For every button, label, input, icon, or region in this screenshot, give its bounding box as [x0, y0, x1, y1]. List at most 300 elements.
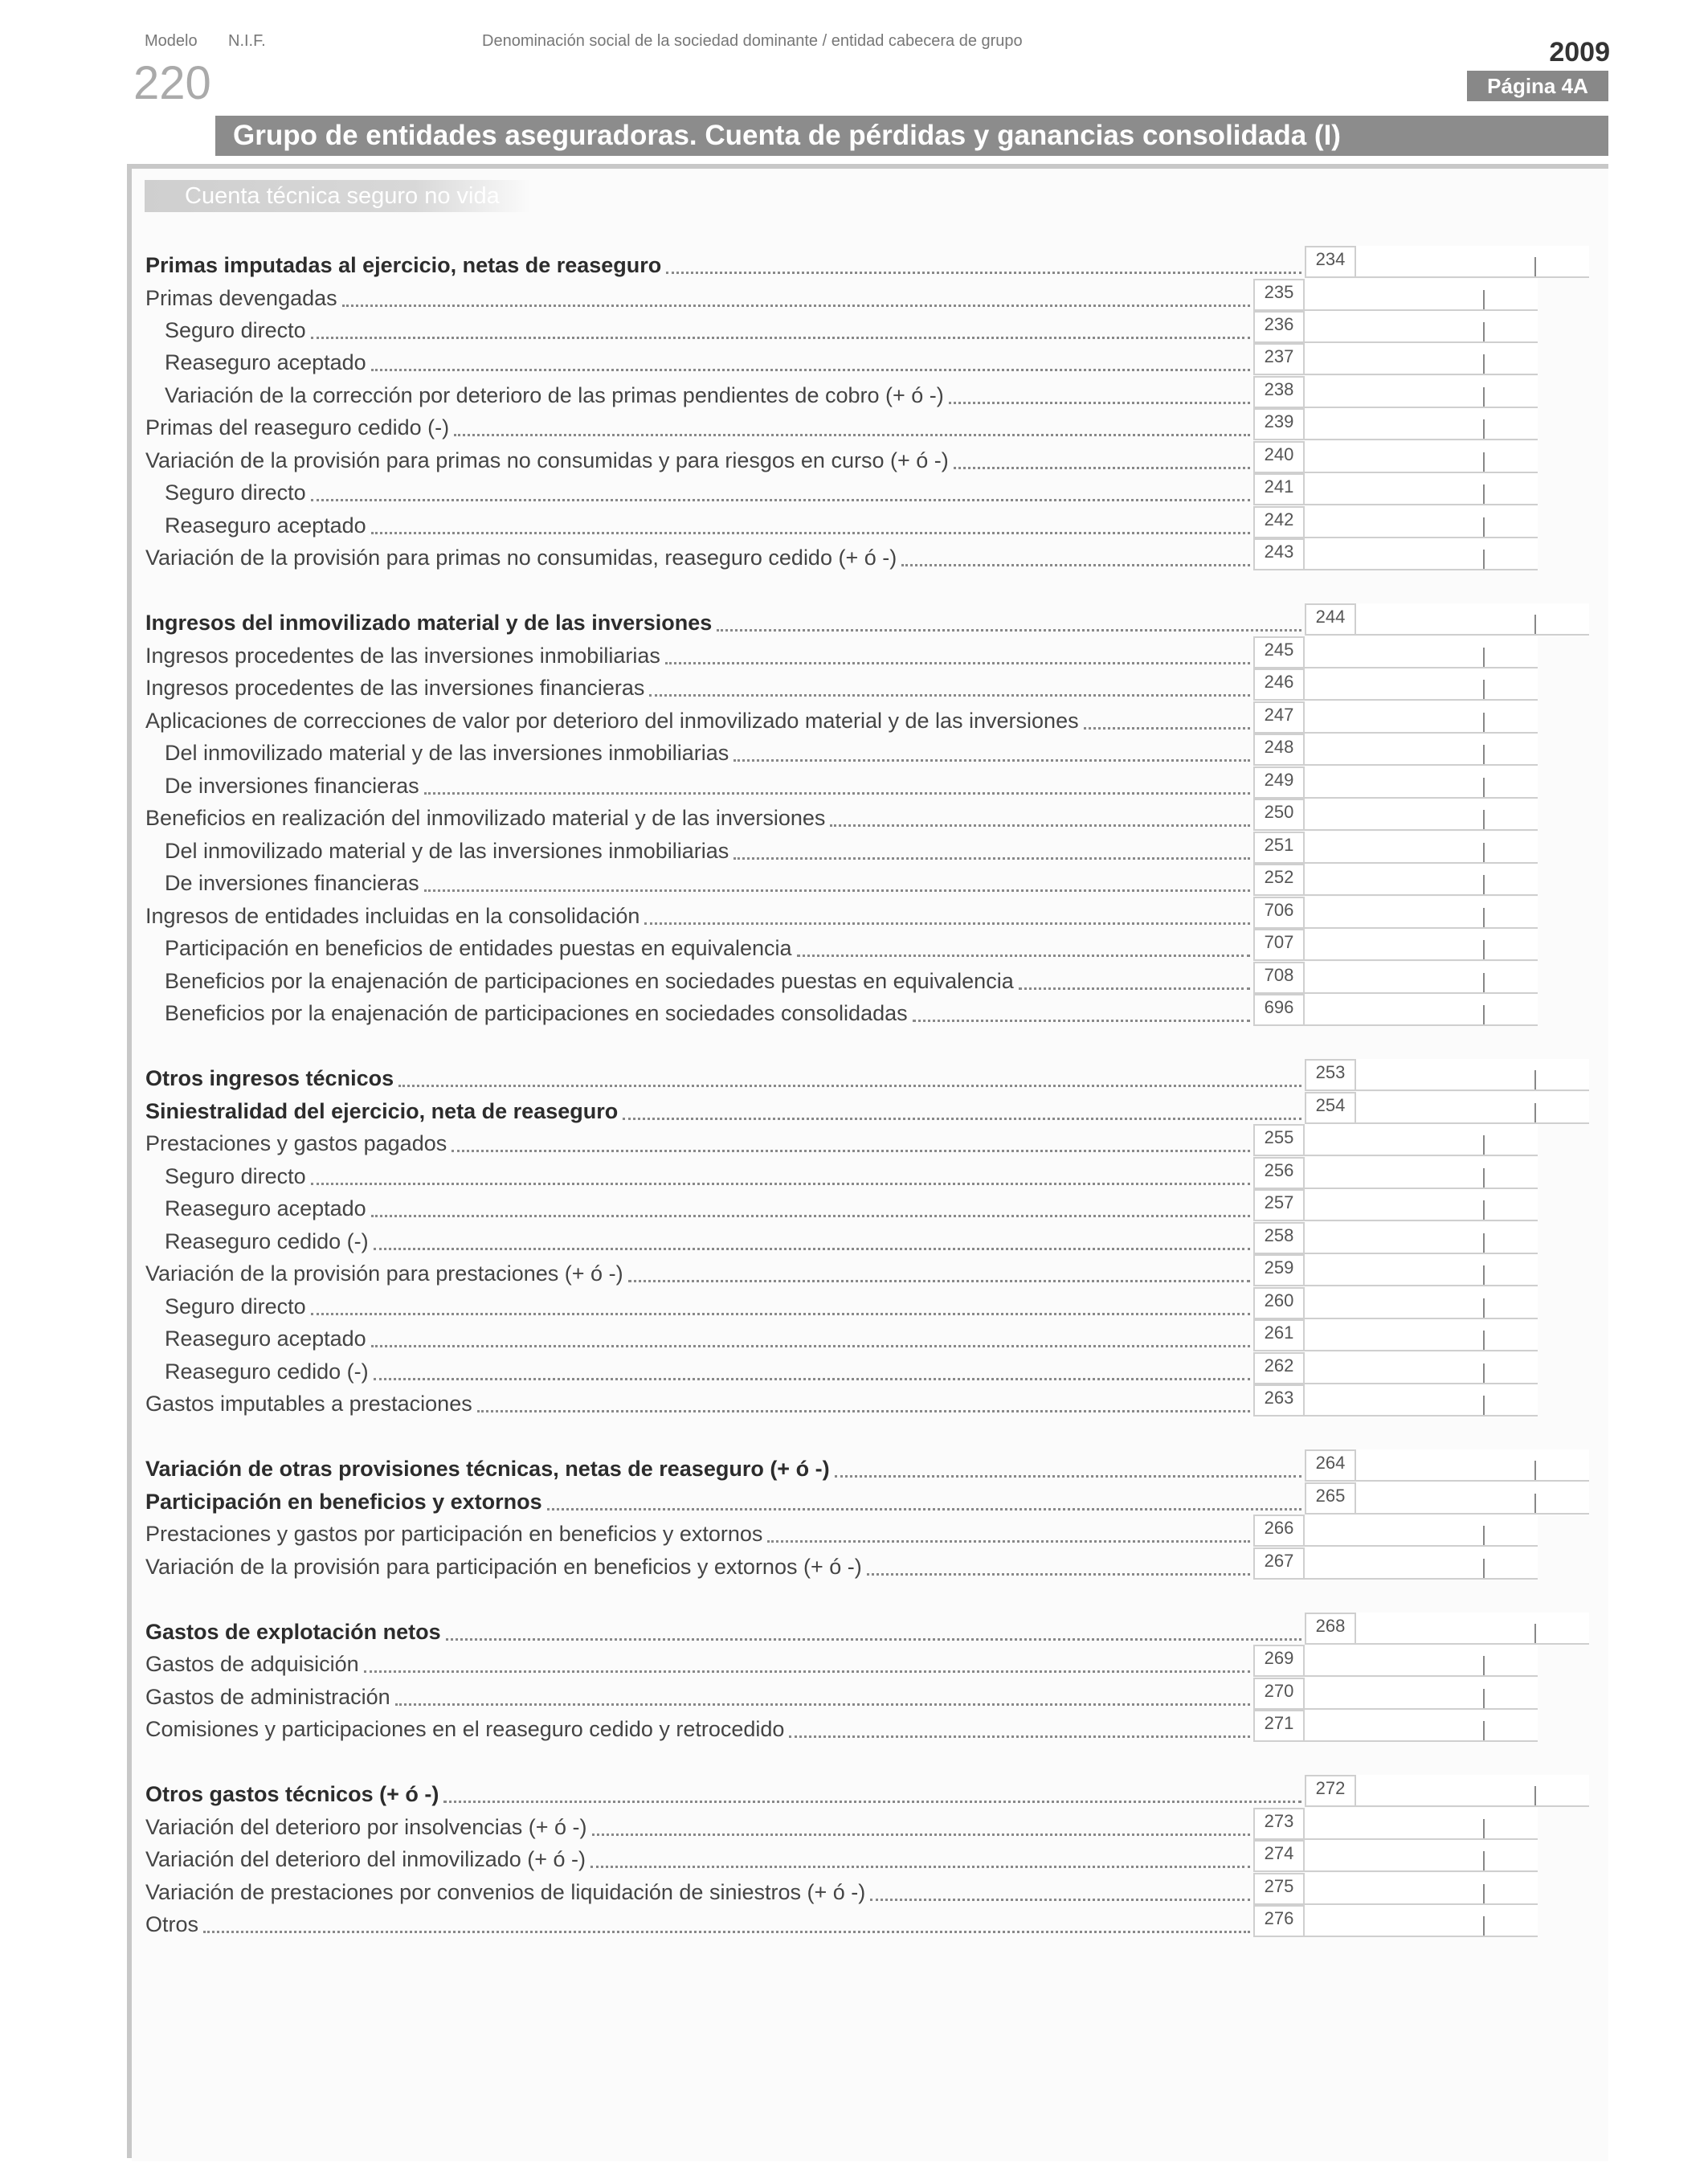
form-row	[0, 1222, 1708, 1254]
box-code: 265	[1305, 1482, 1356, 1515]
dot-leader	[835, 1474, 1301, 1478]
box-code: 276	[1253, 1905, 1305, 1937]
form-row	[0, 1613, 1708, 1645]
dot-leader	[901, 563, 1250, 566]
amount-field[interactable]	[1356, 603, 1589, 636]
form-row	[0, 799, 1708, 831]
dot-leader	[1084, 726, 1250, 730]
dot-leader	[797, 954, 1250, 957]
form-row	[0, 929, 1708, 961]
dot-leader	[733, 856, 1250, 860]
dot-leader	[592, 1833, 1250, 1836]
decimal-separator-tick	[1534, 1786, 1536, 1805]
box-code: 250	[1253, 799, 1305, 831]
box-code: 696	[1253, 994, 1305, 1026]
row-label	[145, 1458, 1301, 1480]
decimal-separator-tick	[1483, 1298, 1485, 1318]
form-year: 2009	[1549, 37, 1610, 67]
row-label-text: Seguro directo	[165, 480, 306, 505]
row-label-text: Reaseguro aceptado	[165, 1327, 366, 1351]
row-label-text: Reaseguro cedido (-)	[165, 1229, 369, 1253]
decimal-separator-tick	[1483, 1331, 1485, 1350]
row-label-text: Seguro directo	[165, 318, 306, 342]
amount-field[interactable]	[1356, 1613, 1589, 1645]
decimal-separator-tick	[1483, 1526, 1485, 1545]
box-code: 237	[1253, 343, 1305, 375]
decimal-separator-tick	[1483, 1396, 1485, 1415]
dot-leader	[374, 1377, 1250, 1380]
box-code: 259	[1253, 1254, 1305, 1286]
row-label-text: Del inmovilizado material y de las inversiones inmobiliarias	[165, 741, 729, 765]
dot-leader	[870, 1898, 1250, 1901]
amount-field[interactable]	[1305, 734, 1538, 766]
amount-field[interactable]	[1305, 408, 1538, 440]
row-label-text: Gastos imputables a prestaciones	[145, 1392, 472, 1416]
dot-leader	[665, 661, 1250, 664]
row-label-text: Variación de la provisión para primas no consumidas, reaseguro cedido (+ ó -)	[145, 546, 897, 570]
row-label-text: Variación de la provisión para participación en beneficios y extornos (+ ó -)	[145, 1555, 862, 1579]
box-code: 264	[1305, 1449, 1356, 1482]
box-code: 243	[1253, 538, 1305, 570]
decimal-separator-tick	[1483, 648, 1485, 667]
form-row	[0, 1645, 1708, 1677]
amount-field[interactable]	[1356, 1092, 1589, 1124]
decimal-separator-tick	[1483, 745, 1485, 764]
box-code: 235	[1253, 279, 1305, 311]
amount-field[interactable]	[1305, 1547, 1538, 1580]
decimal-separator-tick	[1483, 322, 1485, 341]
row-label	[145, 1621, 1301, 1643]
box-code: 275	[1253, 1873, 1305, 1905]
form-row	[0, 1254, 1708, 1286]
form-row	[0, 668, 1708, 701]
decimal-separator-tick	[1483, 778, 1485, 797]
amount-field[interactable]	[1305, 1873, 1538, 1905]
amount-field[interactable]	[1356, 246, 1589, 278]
row-label-text: Otros gastos técnicos (+ ó -)	[145, 1782, 439, 1806]
row-label	[145, 1817, 1250, 1838]
row-label-text: Primas devengadas	[145, 286, 337, 310]
amount-field[interactable]	[1305, 506, 1538, 538]
row-label-text: Seguro directo	[165, 1294, 306, 1318]
row-label	[165, 1003, 1250, 1024]
amount-field[interactable]	[1305, 1189, 1538, 1221]
form-row	[0, 767, 1708, 799]
form-row	[0, 1840, 1708, 1872]
form-row	[0, 473, 1708, 505]
amount-field[interactable]	[1305, 1645, 1538, 1677]
form-row	[0, 1352, 1708, 1384]
row-label	[145, 1393, 1250, 1415]
amount-field[interactable]	[1305, 1384, 1538, 1416]
amount-field[interactable]	[1305, 1905, 1538, 1937]
row-label	[145, 677, 1250, 699]
box-code: 271	[1253, 1710, 1305, 1742]
row-label	[145, 612, 1301, 634]
dot-leader	[913, 1019, 1250, 1022]
row-label	[145, 1784, 1301, 1805]
row-label	[165, 1328, 1250, 1350]
box-code: 260	[1253, 1287, 1305, 1319]
row-label	[145, 1914, 1250, 1936]
amount-field[interactable]	[1305, 538, 1538, 570]
decimal-separator-tick	[1483, 1005, 1485, 1024]
amount-field[interactable]	[1305, 897, 1538, 929]
row-label-text: Variación de la provisión para primas no consumidas y para riesgos en curso (+ ó -)	[145, 448, 949, 472]
dot-leader	[371, 368, 1250, 371]
form-row	[0, 1515, 1708, 1547]
row-label-text: Reaseguro aceptado	[165, 1196, 366, 1220]
dot-leader	[311, 498, 1250, 501]
dot-leader	[477, 1409, 1250, 1412]
decimal-separator-tick	[1483, 810, 1485, 829]
amount-field[interactable]	[1305, 343, 1538, 375]
dot-leader	[398, 1084, 1301, 1087]
form-row	[0, 832, 1708, 864]
row-label	[165, 873, 1250, 894]
row-label-text: Variación del deterioro del inmovilizado (+ ó -)	[145, 1847, 586, 1871]
amount-field[interactable]	[1305, 767, 1538, 799]
form-row	[0, 538, 1708, 570]
decimal-separator-tick	[1483, 680, 1485, 699]
row-label-text: Ingresos procedentes de las inversiones financieras	[145, 676, 645, 700]
dot-leader	[830, 824, 1250, 827]
box-code: 257	[1253, 1189, 1305, 1221]
row-label-text: Ingresos del inmovilizado material y de las inversiones	[145, 611, 713, 635]
row-label	[165, 352, 1250, 374]
box-code: 248	[1253, 734, 1305, 766]
form-row	[0, 734, 1708, 766]
decimal-separator-tick	[1534, 1624, 1536, 1643]
decimal-separator-tick	[1483, 1851, 1485, 1870]
amount-field[interactable]	[1305, 279, 1538, 311]
box-code: 269	[1253, 1645, 1305, 1677]
decimal-separator-tick	[1483, 713, 1485, 732]
form-row	[0, 1124, 1708, 1156]
row-label	[165, 1198, 1250, 1220]
box-code: 708	[1253, 962, 1305, 994]
dot-leader	[649, 693, 1250, 697]
row-label	[145, 255, 1301, 276]
row-label	[165, 515, 1250, 537]
row-label	[165, 1296, 1250, 1318]
box-code: 239	[1253, 408, 1305, 440]
row-label	[165, 385, 1250, 407]
box-code: 253	[1305, 1059, 1356, 1091]
row-label	[145, 1556, 1250, 1578]
decimal-separator-tick	[1483, 1363, 1485, 1383]
box-code: 241	[1253, 473, 1305, 505]
dot-leader	[311, 1312, 1250, 1315]
form-row	[0, 408, 1708, 440]
row-label-text: Siniestralidad del ejercicio, neta de reaseguro	[145, 1099, 619, 1123]
form-row	[0, 897, 1708, 929]
row-label-text: Primas del reaseguro cedido (-)	[145, 415, 450, 439]
decimal-separator-tick	[1534, 1461, 1536, 1480]
form-row	[0, 279, 1708, 311]
decimal-separator-tick	[1483, 387, 1485, 407]
dot-leader	[371, 1344, 1250, 1347]
row-label-text: Primas imputadas al ejercicio, netas de reaseguro	[145, 253, 662, 277]
form-row	[0, 1287, 1708, 1319]
row-label-text: Comisiones y participaciones en el reaseguro cedido y retrocedido	[145, 1717, 785, 1741]
form-row	[0, 1319, 1708, 1351]
box-code: 236	[1253, 311, 1305, 343]
dot-leader	[644, 922, 1250, 925]
amount-field[interactable]	[1305, 1124, 1538, 1156]
form-row	[0, 376, 1708, 408]
row-label	[145, 1133, 1250, 1155]
row-label-text: Variación de prestaciones por convenios de liquidación de siniestros (+ ó -)	[145, 1880, 866, 1904]
dot-leader	[789, 1735, 1250, 1738]
decimal-separator-tick	[1483, 1689, 1485, 1708]
decimal-separator-tick	[1534, 257, 1536, 276]
form-row	[0, 1873, 1708, 1905]
page-badge: Página 4A	[1467, 71, 1608, 101]
amount-field[interactable]	[1305, 636, 1538, 668]
dot-leader	[311, 336, 1250, 339]
form-row	[0, 1547, 1708, 1580]
decimal-separator-tick	[1483, 1135, 1485, 1155]
row-label-text: Ingresos de entidades incluidas en la consolidación	[145, 904, 640, 928]
row-label-text: Participación en beneficios de entidades puestas en equivalencia	[165, 936, 792, 960]
box-code: 255	[1253, 1124, 1305, 1156]
amount-field[interactable]	[1305, 929, 1538, 961]
dot-leader	[374, 1247, 1250, 1250]
decimal-separator-tick	[1483, 1233, 1485, 1253]
box-code: 267	[1253, 1547, 1305, 1580]
decimal-separator-tick	[1483, 354, 1485, 374]
box-code: 246	[1253, 668, 1305, 701]
row-label-text: Variación del deterioro por insolvencias (+ ó -)	[145, 1815, 587, 1839]
amount-field[interactable]	[1305, 1352, 1538, 1384]
row-label	[165, 938, 1250, 959]
decimal-separator-tick	[1534, 1070, 1536, 1089]
row-label-text: Variación de la provisión para prestaciones (+ ó -)	[145, 1261, 623, 1286]
amount-field[interactable]	[1305, 441, 1538, 473]
decimal-separator-tick	[1534, 1494, 1536, 1513]
row-label	[165, 742, 1250, 764]
form-row	[0, 1482, 1708, 1515]
form-row	[0, 603, 1708, 636]
dot-leader	[203, 1930, 1250, 1933]
row-label	[145, 288, 1250, 309]
dot-leader	[452, 1149, 1250, 1152]
row-label	[165, 1231, 1250, 1253]
dot-leader	[623, 1117, 1301, 1120]
amount-field[interactable]	[1305, 311, 1538, 343]
row-label-text: Reaseguro aceptado	[165, 350, 366, 374]
decimal-separator-tick	[1483, 940, 1485, 959]
box-code: 270	[1253, 1678, 1305, 1710]
amount-field[interactable]	[1305, 1840, 1538, 1872]
row-label-text: Otros ingresos técnicos	[145, 1066, 394, 1090]
decimal-separator-tick	[1483, 484, 1485, 504]
row-label-text: De inversiones financieras	[165, 871, 419, 895]
row-label	[145, 417, 1250, 439]
row-label	[145, 1719, 1250, 1740]
amount-field[interactable]	[1305, 1515, 1538, 1547]
amount-field[interactable]	[1305, 962, 1538, 994]
amount-field[interactable]	[1305, 376, 1538, 408]
row-label	[145, 1654, 1250, 1675]
decimal-separator-tick	[1483, 1884, 1485, 1903]
amount-field[interactable]	[1305, 1157, 1538, 1189]
dot-leader	[666, 271, 1301, 274]
row-label	[145, 710, 1250, 732]
form-row	[0, 636, 1708, 668]
dot-leader	[867, 1572, 1250, 1576]
decimal-separator-tick	[1483, 452, 1485, 472]
amount-field[interactable]	[1356, 1449, 1589, 1482]
decimal-separator-tick	[1483, 875, 1485, 894]
amount-field[interactable]	[1305, 668, 1538, 701]
amount-field[interactable]	[1305, 1319, 1538, 1351]
row-label-text: Gastos de administración	[145, 1685, 390, 1709]
decimal-separator-tick	[1534, 1103, 1536, 1122]
row-label	[165, 971, 1250, 992]
row-label	[165, 1361, 1250, 1383]
form-row	[0, 311, 1708, 343]
box-code: 274	[1253, 1840, 1305, 1872]
box-code: 254	[1305, 1092, 1356, 1124]
row-label	[145, 1491, 1301, 1513]
decimal-separator-tick	[1483, 1819, 1485, 1838]
form-row	[0, 1157, 1708, 1189]
row-label	[165, 840, 1250, 862]
row-label-text: Gastos de adquisición	[145, 1652, 359, 1676]
row-label-text: Variación de otras provisiones técnicas, netas de reaseguro (+ ó -)	[145, 1457, 830, 1481]
decimal-separator-tick	[1483, 973, 1485, 992]
box-code: 707	[1253, 929, 1305, 961]
row-label-text: Seguro directo	[165, 1164, 306, 1188]
decimal-separator-tick	[1483, 1916, 1485, 1936]
row-label	[145, 1068, 1301, 1089]
box-code: 244	[1305, 603, 1356, 636]
decimal-separator-tick	[1483, 1559, 1485, 1578]
row-label	[145, 1523, 1250, 1545]
dot-leader	[371, 531, 1250, 534]
row-label	[145, 547, 1250, 569]
modelo-label: Modelo	[145, 32, 198, 50]
decimal-separator-tick	[1483, 908, 1485, 927]
dot-leader	[424, 889, 1250, 892]
amount-field[interactable]	[1305, 864, 1538, 896]
box-code: 258	[1253, 1222, 1305, 1254]
amount-field[interactable]	[1356, 1775, 1589, 1807]
row-label	[145, 807, 1250, 829]
row-label	[165, 320, 1250, 341]
amount-field[interactable]	[1305, 701, 1538, 734]
amount-field[interactable]	[1305, 1678, 1538, 1710]
amount-field[interactable]	[1305, 473, 1538, 505]
row-label	[145, 905, 1250, 927]
row-label-text: Beneficios por la enajenación de participaciones en sociedades puestas en equivalencia	[165, 969, 1014, 993]
box-code: 706	[1253, 897, 1305, 929]
decimal-separator-tick	[1483, 550, 1485, 569]
box-code: 273	[1253, 1808, 1305, 1840]
amount-field[interactable]	[1305, 1808, 1538, 1840]
amount-field[interactable]	[1305, 832, 1538, 864]
amount-field[interactable]	[1305, 994, 1538, 1026]
row-label	[145, 1686, 1250, 1708]
decimal-separator-tick	[1483, 1200, 1485, 1220]
box-code: 249	[1253, 767, 1305, 799]
row-label	[165, 482, 1250, 504]
decimal-separator-tick	[1534, 615, 1536, 634]
row-label-text: Reaseguro cedido (-)	[165, 1359, 369, 1384]
form-row	[0, 343, 1708, 375]
decimal-separator-tick	[1483, 1656, 1485, 1675]
modelo-number: 220	[133, 57, 211, 109]
row-label	[165, 1166, 1250, 1188]
form-row	[0, 1092, 1708, 1124]
box-code: 272	[1305, 1775, 1356, 1807]
dot-leader	[311, 1182, 1250, 1185]
dot-leader	[590, 1865, 1250, 1868]
dot-leader	[364, 1670, 1250, 1673]
form-row	[0, 1189, 1708, 1221]
row-label-text: Beneficios en realización del inmovilizado material y de las inversiones	[145, 806, 826, 830]
box-code: 245	[1253, 636, 1305, 668]
form-title: Grupo de entidades aseguradoras. Cuenta de pérdidas y ganancias consolidada (I)	[215, 116, 1608, 156]
box-code: 240	[1253, 441, 1305, 473]
form-row	[0, 441, 1708, 473]
decimal-separator-tick	[1483, 290, 1485, 309]
dot-leader	[733, 758, 1250, 762]
dot-leader	[949, 401, 1250, 404]
decimal-separator-tick	[1483, 843, 1485, 862]
dot-leader	[1019, 987, 1250, 990]
dot-leader	[443, 1800, 1301, 1803]
form-row	[0, 1808, 1708, 1840]
form-row	[0, 1678, 1708, 1710]
amount-field[interactable]	[1305, 799, 1538, 831]
amount-field[interactable]	[1356, 1059, 1589, 1091]
box-code: 256	[1253, 1157, 1305, 1189]
dot-leader	[395, 1703, 1250, 1706]
form-row	[0, 994, 1708, 1026]
form-row	[0, 1775, 1708, 1807]
amount-field[interactable]	[1305, 1287, 1538, 1319]
form-row	[0, 1905, 1708, 1937]
dot-leader	[767, 1539, 1250, 1543]
row-label-text: Aplicaciones de correcciones de valor por deterioro del inmovilizado material y de las inversiones	[145, 709, 1079, 733]
row-label-text: Gastos de explotación netos	[145, 1620, 441, 1644]
row-label	[145, 1882, 1250, 1903]
box-code: 247	[1253, 701, 1305, 734]
dot-leader	[424, 791, 1250, 795]
form-row	[0, 1059, 1708, 1091]
form-row	[0, 1710, 1708, 1742]
decimal-separator-tick	[1483, 1265, 1485, 1285]
amount-field[interactable]	[1305, 1222, 1538, 1254]
box-code: 266	[1253, 1515, 1305, 1547]
box-code: 242	[1253, 506, 1305, 538]
decimal-separator-tick	[1483, 1168, 1485, 1188]
box-code: 252	[1253, 864, 1305, 896]
dot-leader	[371, 1214, 1250, 1217]
row-label-text: Del inmovilizado material y de las inversiones inmobiliarias	[165, 839, 729, 863]
dot-leader	[547, 1507, 1301, 1511]
row-label-text: Ingresos procedentes de las inversiones inmobiliarias	[145, 644, 660, 668]
denominacion-label: Denominación social de la sociedad dominante / entidad cabecera de grupo	[482, 32, 1023, 50]
amount-field[interactable]	[1305, 1710, 1538, 1742]
nif-label: N.I.F.	[228, 32, 266, 50]
amount-field[interactable]	[1305, 1254, 1538, 1286]
amount-field[interactable]	[1356, 1482, 1589, 1515]
dot-leader	[454, 433, 1250, 436]
